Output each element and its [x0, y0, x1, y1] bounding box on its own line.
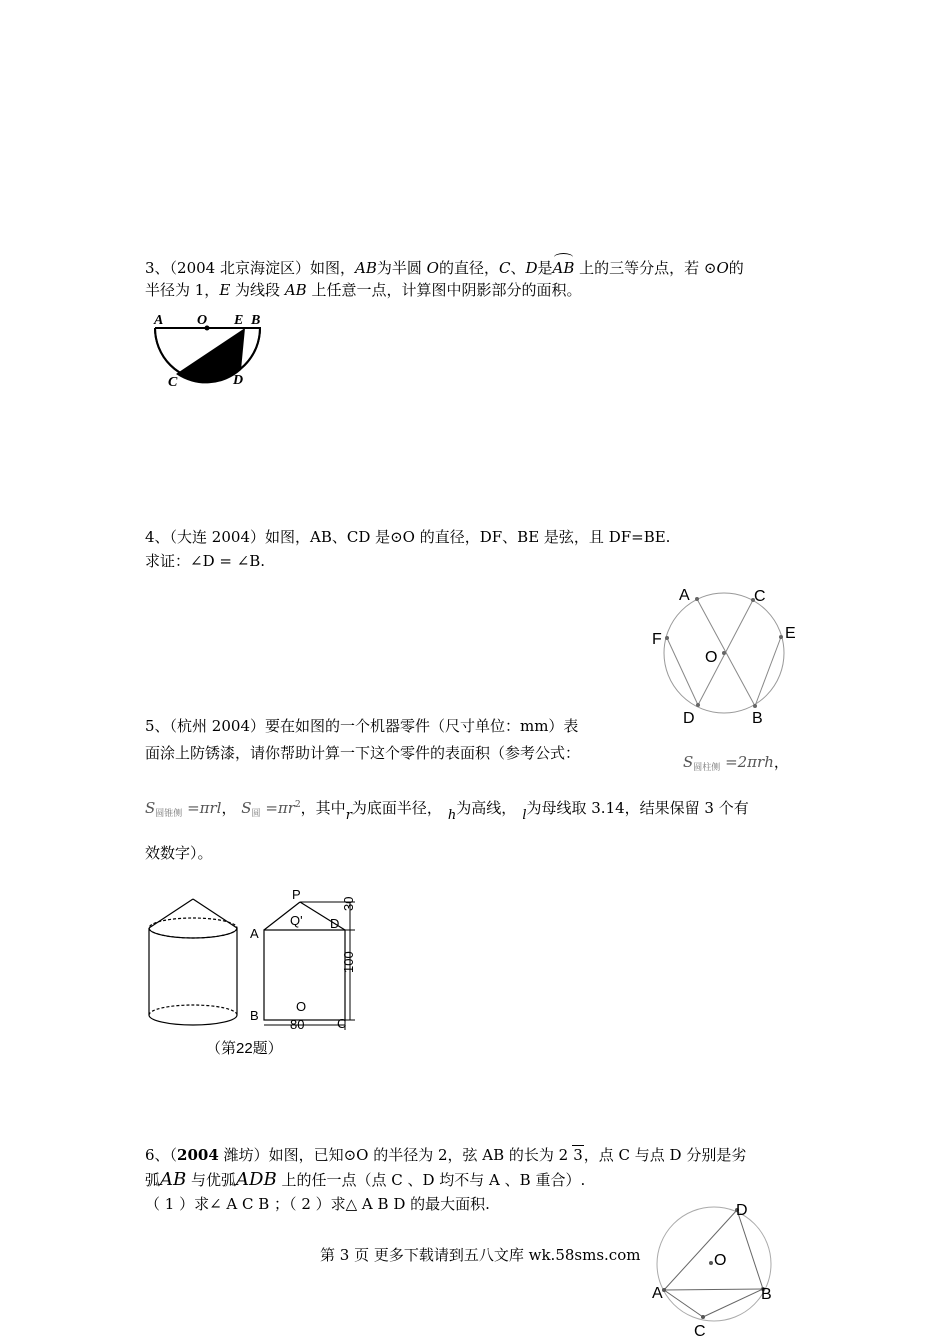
chord-df [667, 638, 698, 705]
text: 、 [510, 259, 526, 277]
superscript: 2 [294, 800, 301, 810]
subscript: 圆柱侧 [693, 763, 721, 773]
label-o: O [714, 1252, 727, 1269]
dim-30: 30 [341, 896, 356, 911]
math-var: C [498, 259, 511, 277]
math-expr: =πrl [182, 799, 222, 817]
text: 潍坊）如图，已知⊙O 的半径为 2，弦 AB 的长为 2 [218, 1146, 569, 1164]
text: ， [221, 799, 237, 817]
label-d: D [736, 1202, 748, 1219]
text: 上任意一点，计算图中阴影部分的面积。 [306, 281, 582, 299]
text: 与优弧 [186, 1171, 237, 1189]
label-b: B [752, 710, 763, 727]
figure-caption: （第22题） [206, 1040, 283, 1057]
math-var: l [522, 808, 527, 823]
text: ，其中 [300, 799, 346, 817]
text: ， [773, 753, 789, 771]
math-s: S [683, 753, 694, 771]
math-var: AB [355, 259, 377, 277]
problem-4-line-2: 求证：∠D = ∠B. [145, 552, 266, 570]
label-e: E [785, 625, 796, 642]
circle-figure-6 [645, 1195, 795, 1340]
text: 面涂上防锈漆，请你帮助计算一下这个零件的表面积（参考公式： [145, 744, 581, 762]
label-c: C [337, 1016, 347, 1031]
dim-80: 80 [290, 1017, 305, 1032]
problem-5-line-4: 效数字）。 [145, 844, 213, 862]
label-d: D [330, 916, 340, 931]
chord-bd [737, 1210, 763, 1289]
problem-6-line-1 [145, 1145, 746, 1165]
text: 上的三等分点，若 ⊙ [574, 259, 717, 277]
problem-5-line-3 [145, 795, 749, 826]
text: 半径为 1， [145, 281, 220, 299]
math-s: S [145, 799, 156, 817]
problem-5-line-2 [145, 743, 580, 763]
problem-number: 3、 [145, 259, 170, 277]
label-o: O [197, 313, 208, 328]
arc-ab: AB [160, 1169, 187, 1190]
label-o: O [705, 649, 718, 666]
math-expr: =2πrh [720, 753, 774, 771]
text: 的直径， [438, 259, 499, 277]
arc-ab: AB [552, 259, 575, 277]
math-var: AB [284, 281, 307, 299]
text: 为线段 [230, 281, 285, 299]
arc-adb: ADB [236, 1169, 277, 1190]
text: 为高线， [456, 799, 517, 817]
label-a: A [652, 1285, 663, 1302]
math-var: O [716, 259, 729, 277]
label-d: D [233, 373, 244, 388]
problem-source: （2004 北京海淀区）如图， [169, 259, 355, 277]
label-p: P [292, 887, 301, 902]
label-c: C [168, 375, 178, 390]
text: 为半圆 [376, 259, 427, 277]
problem-6-line-2 [145, 1170, 585, 1190]
label-a: A [250, 926, 259, 941]
problem-3-line-1 [145, 258, 744, 278]
chord-ac [664, 1290, 703, 1317]
label-q: Q' [290, 913, 303, 928]
sqrt-value: 3 [573, 1146, 583, 1164]
label-a: A [154, 313, 164, 328]
text: 的 [728, 259, 744, 277]
problem-4-line-1: 4、（大连 2004）如图，AB、CD 是⊙O 的直径，DF、BE 是弦，且 DF=BE. [145, 528, 671, 546]
label-d: D [683, 710, 695, 727]
label-c: C [754, 588, 766, 605]
label-b: B [761, 1286, 772, 1303]
math-var: r [345, 808, 352, 823]
problem-3-line-2 [145, 280, 581, 300]
machine-part-figure [140, 885, 370, 1065]
chord-bc [703, 1289, 763, 1317]
label-o: O [296, 999, 307, 1014]
subscript: 圆锥侧 [155, 809, 183, 819]
label-a: A [679, 587, 690, 604]
problem-6-line-3: （ 1 ）求∠ A C B ；（ 2 ）求△ A B D 的最大面积. [145, 1195, 490, 1213]
text: 上的任一点（点 C 、D 均不与 A 、B 重合）. [276, 1171, 586, 1189]
text: 弧 [145, 1171, 161, 1189]
text: ，点 C 与点 D 分别是劣 [583, 1146, 747, 1164]
year: 2004 [177, 1146, 219, 1164]
text: 是 [537, 259, 553, 277]
math-s: S [241, 799, 252, 817]
chord-ab [664, 1289, 763, 1290]
math-expr: =πr [260, 799, 295, 817]
math-var: h [447, 808, 457, 823]
subscript: 圆 [251, 809, 261, 819]
page-footer: 第 3 页 更多下载请到五八文库 wk.58sms.com [320, 1246, 641, 1264]
formula-cylinder [683, 752, 789, 778]
problem-number: 6、（ [145, 1146, 178, 1164]
label-e: E [234, 313, 244, 328]
text: 为母线取 3.14，结果保留 3 个有 [526, 799, 749, 817]
math-var: O [426, 259, 439, 277]
problem-5-line-1: 5、（杭州 2004）要在如图的一个机器零件（尺寸单位：mm）表 [145, 717, 579, 735]
semicircle-figure [145, 308, 275, 398]
circle-figure-4 [645, 580, 815, 730]
label-b: B [250, 1008, 259, 1023]
label-f: F [652, 631, 662, 648]
label-b: B [251, 313, 261, 328]
math-var: E [219, 281, 231, 299]
text: 为底面半径， [351, 799, 442, 817]
math-var: D [525, 259, 538, 277]
label-c: C [694, 1323, 706, 1340]
dim-100: 100 [341, 951, 356, 973]
chord-be [755, 637, 781, 706]
